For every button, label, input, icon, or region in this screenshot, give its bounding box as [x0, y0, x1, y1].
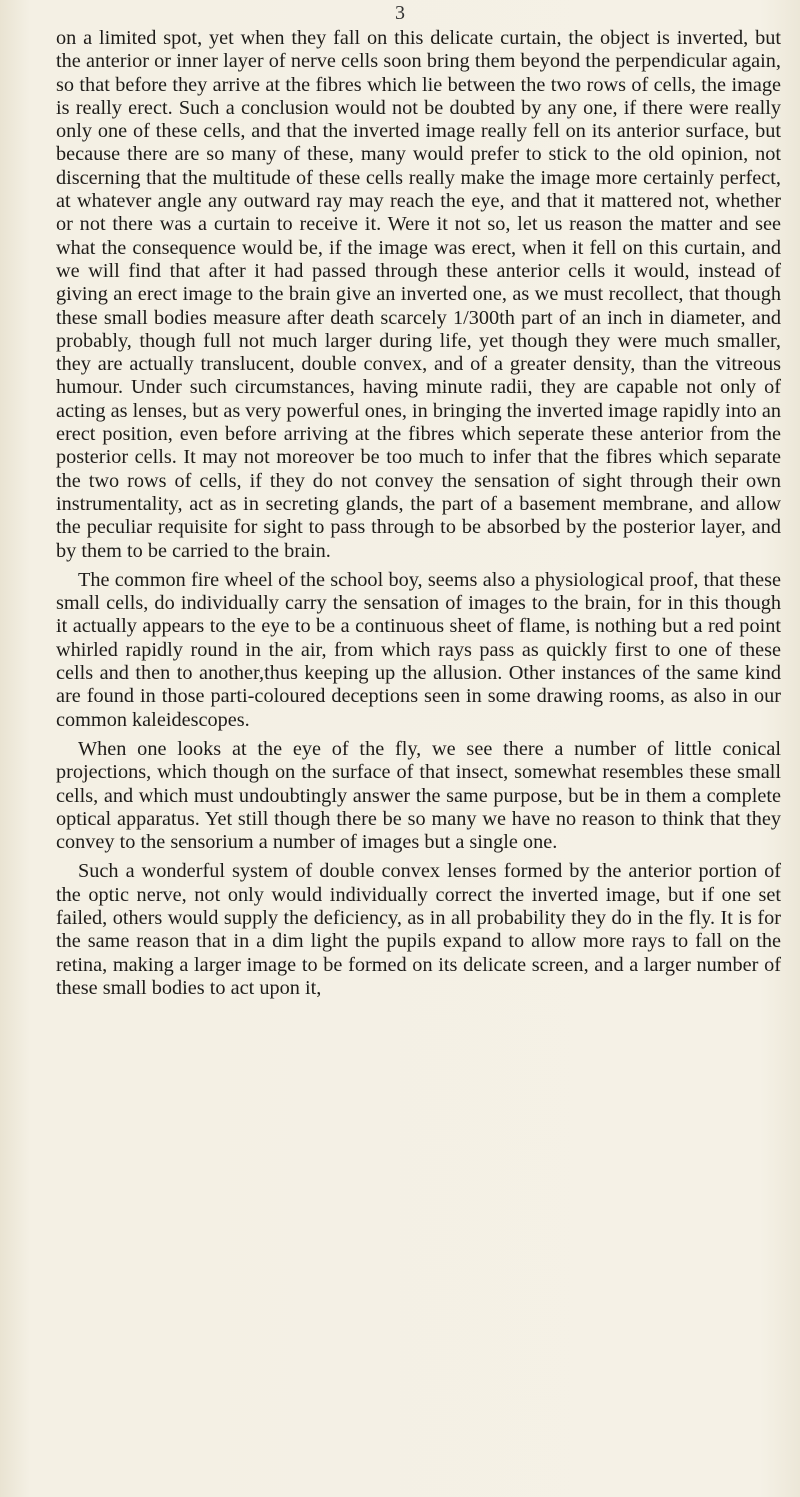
paragraph-2: The common fire wheel of the school boy, seems also a physiological proof, that these small cells, do individually carry the sensation of images to the brain, for in this though it actually appears to the eye to be a continuous sheet of flame, is nothing but a red point whirled rapidly round in the air, from which rays pass as quickly first to one of these cells and then to another,thus keeping up the allusion. Other instances of the same kind are found in those parti-coloured deceptions seen in some drawing rooms, as also in our common kaleidescopes.: [56, 568, 781, 731]
paragraph-4: Such a wonderful system of double convex lenses formed by the anterior portion of the optic nerve, not only would individually correct the inverted image, but if one set failed, others would supply the deficiency, as in all probability they do in the fly. It is for the same reason that in a dim light the pupils expand to allow more rays to fall on the retina, making a larger image to be formed on its delicate screen, and a larger number of these small bodies to act upon it,: [56, 860, 781, 999]
page-number: 3: [395, 2, 405, 24]
paragraph-1: on a limited spot, yet when they fall on this delicate curtain, the object is inverted, but the anterior or inner layer of nerve cells soon bring them beyond the perpendicular again, so that before they arrive at the fibres which lie between the two rows of cells, the image is really erect. Such a conclusion would not be doubted by any one, if there were really only one of these cells, and that the inverted image really fell on its anterior surface, but because there are so many of these, many would prefer to stick to the old opinion, not discerning that the multitude of these cells really make the image more certainly perfect, at whatever angle any outward ray may reach the eye, and that it mattered not, whether or not there was a curtain to receive it. Were it not so, let us reason the matter and see what the consequence would be, if the image was erect, when it fell on this curtain, and we will find that after it had passed through these anterior cells it would, instead of giving an erect image to the brain give an inverted one, as we must recollect, that though these small bodies measure after death scarcely 1/300th part of an inch in diameter, and probably, though full not much larger during life, yet though they were much smaller, they are actually translucent, double convex, and of a greater density, than the vitreous humour. Under such circumstances, having minute radii, they are capable not only of acting as lenses, but as very powerful ones, in bringing the inverted image rapidly into an erect position, even before arriving at the fibres which seperate these anterior from the posterior cells. It may not moreover be too much to infer that the fibres which separate the two rows of cells, if they do not convey the sensation of sight through their own instrumentality, act as in secreting glands, the part of a basement membrane, and allow the peculiar requisite for sight to pass through to be absorbed by the posterior layer, and by them to be carried to the brain.: [56, 27, 781, 562]
paragraph-3: When one looks at the eye of the fly, we see there a number of little conical projections, which though on the surface of that insect, somewhat resembles these small cells, and which must undoubtingly answer the same purpose, but be in them a complete optical apparatus. Yet still though there be so many we have no reason to think that they convey to the sensorium a number of images but a single one.: [56, 737, 781, 854]
page-body-text: [56, 27, 781, 1006]
